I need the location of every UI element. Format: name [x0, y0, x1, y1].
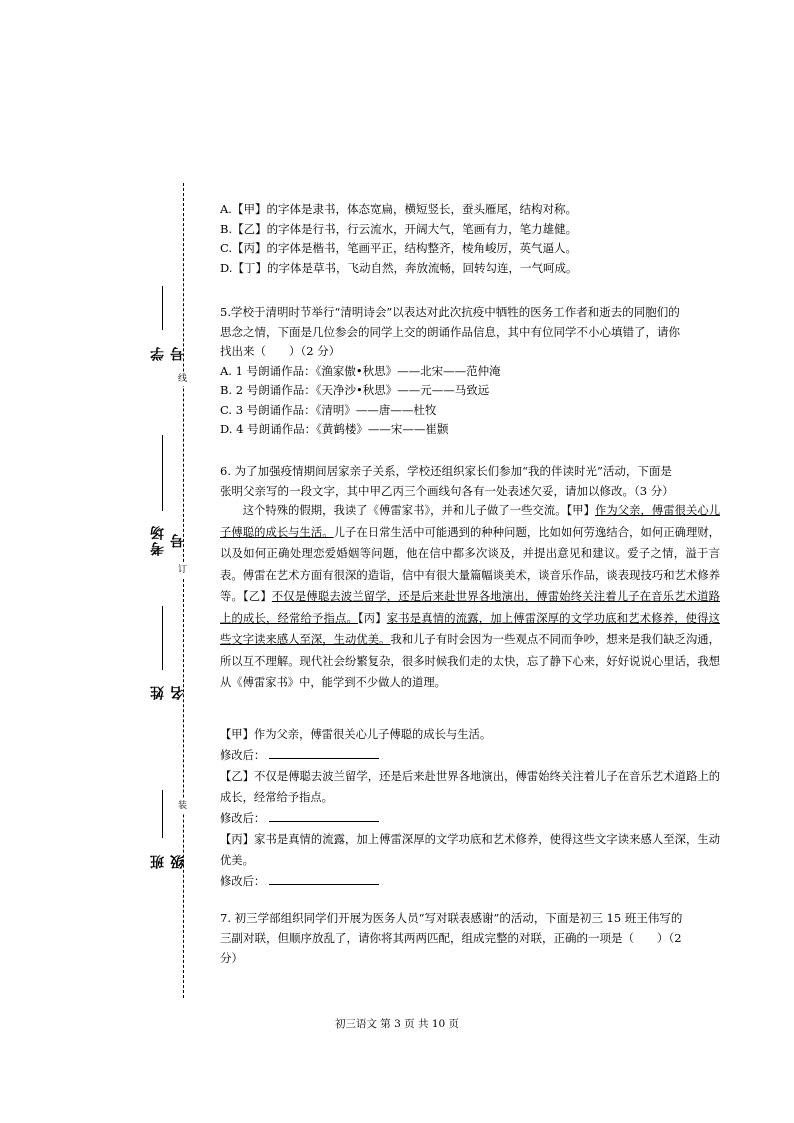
question-5: [220, 303, 720, 440]
page-footer: 初三语文 第 3 页 共 10 页: [334, 1018, 460, 1030]
revision-answer-blank[interactable]: [269, 746, 379, 759]
revision-label: 修改后：: [220, 812, 266, 825]
passage-paragraph: [220, 500, 720, 694]
q5-stem-line: 思念之情，下面是几位参会的同学上交的朗诵作品信息，其中有位同学不小心填错了，请你: [220, 324, 680, 339]
tag-jia: 【甲】: [566, 504, 596, 517]
name-label: 姓名: [150, 684, 186, 700]
revision-row-bing: [220, 871, 720, 892]
exam-room-line[interactable]: [162, 435, 163, 511]
passage-text: 这个特殊的假期，我读了《傅雷家书》，并和儿子做了一些交流。: [242, 504, 567, 517]
q6-passage: [220, 500, 720, 694]
student-id-line[interactable]: [162, 286, 163, 330]
q5-option-a: A. 1 号朗诵作品：《渔家傲•秋思》——北宋——范仲淹: [220, 363, 501, 378]
student-id-label: 学号: [150, 345, 186, 361]
q4-option-c: C.【丙】的字体是楷书，笔画平正，结构整齐，棱角峻厉，英气逼人。: [220, 241, 578, 255]
revision-sentence-yi: 【乙】不仅是傅聪去波兰留学，还是后来赴世界各地演出，傅雷始终关注着儿子在音乐艺术道路上的成长，经常给予指点。: [220, 770, 720, 804]
binding-dashed-line: [183, 183, 184, 998]
revision-answer-blank[interactable]: [269, 872, 379, 885]
revision-row-jia: [220, 745, 720, 766]
binding-char-xian: 线: [178, 374, 188, 384]
name-line[interactable]: [162, 606, 163, 670]
underlined-sentence-bing: 家书是真情的流露，加上傅雷深厚的文学功底和艺术修养，使得这些文字读来感人至深，生动优美。: [220, 611, 720, 646]
q5-option-d: D. 4 号朗诵作品：《黄鹤楼》——宋——崔颢: [220, 422, 449, 436]
revision-answer-blank[interactable]: [269, 809, 379, 822]
class-label: 班级: [150, 853, 186, 869]
underlined-sentence-jia: 作为父亲，傅雷很关心儿子傅聪的成长与生活。: [220, 504, 720, 539]
underlined-sentence-yi: 不仅是傅聪去波兰留学，还是后来赴世界各地演出，傅雷始终关注着儿子在音乐艺术道路上的成长，经常给予指点。: [220, 590, 720, 625]
revision-label: 修改后：: [220, 749, 266, 762]
q4-option-a: A.【甲】的字体是隶书，体态宽扁，横短竖长，蚕头雁尾，结构对称。: [220, 202, 577, 216]
passage-text: 儿子在日常生活中可能遇到的种种问题，比如如何劳逸结合，如何正确理财，以及如何正确处理恋爱婚姻等问题，他在信中都多次谈及，并提出意见和建议。爱子之情，溢于言表。傅雷在艺术方面有很深的造诣，信中有很大量篇幅谈美术，谈音乐作品，谈表现技巧和艺术修养等。: [220, 525, 720, 603]
q4-options: [220, 200, 720, 278]
tag-yi: 【乙】: [243, 590, 272, 603]
revision-sentence-jia: 【甲】作为父亲，傅雷很关心儿子傅聪的成长与生活。: [220, 728, 492, 741]
revision-label: 修改后：: [220, 875, 266, 888]
q5-stem-line: 5.学校于清明时节举行“清明诗会”以表达对此次抗疫中牺牲的医务工作者和逝去的同胞们的: [220, 305, 680, 319]
revision-row-yi: [220, 808, 720, 829]
q5-stem-line: 找出来（ ）（2 分）: [220, 344, 341, 358]
q4-option-b: B.【乙】的字体是行书，行云流水，开阔大气，笔画有力，笔力雄健。: [220, 221, 578, 236]
q5-option-b: B. 2 号朗诵作品：《天净沙•秋思》——元——马致远: [220, 383, 490, 397]
q7-stem-line: 分）: [220, 951, 243, 965]
tag-bing: 【丙】: [357, 611, 387, 625]
q7-stem-line: 三副对联，但顺序放乱了，请你将其两两匹配，组成完整的对联，正确的一项是（ ）（2: [220, 931, 682, 945]
q4-option-d: D.【丁】的字体是草书，飞动自然，奔放流畅，回转勾连，一气呵成。: [220, 260, 578, 275]
exam-room-label: 考场号: [150, 524, 186, 556]
question-6: [220, 462, 720, 501]
q5-option-c: C. 3 号朗诵作品：《清明》——唐——杜牧: [220, 402, 437, 417]
q6-revisions: [220, 724, 720, 892]
question-7: [220, 908, 720, 968]
class-line[interactable]: [162, 790, 163, 838]
passage-text: 我和儿子有时会因为一些观点不同而争吵，想来是我们缺乏沟通，所以互不理解。现代社会纷繁复杂，很多时候我们走的太快，忘了静下心来，好好说说心里话，我想从《傅雷家书》中，能学到不少做人的道理。: [220, 633, 720, 689]
revision-sentence-bing: 【丙】家书是真情的流露，加上傅雷深厚的文学功底和艺术修养，使得这些文字读来感人至深，生动优美。: [220, 833, 720, 867]
binding-char-ding: 订: [178, 565, 188, 575]
q6-stem-line: 张明父亲写的一段文字，其中甲乙丙三个画线句各有一处表述欠妥，请加以修改。（3 分）: [220, 483, 674, 498]
binding-char-zhuang: 装: [178, 801, 188, 811]
q6-stem-line: 6. 为了加强疫情期间居家亲子关系，学校还组织家长们参加“我的伴读时光”活动，下面是: [220, 464, 672, 478]
q7-stem-line: 7. 初三学部组织同学们开展为医务人员“写对联表感谢”的活动，下面是初三 15 班王伟写的: [220, 911, 683, 925]
